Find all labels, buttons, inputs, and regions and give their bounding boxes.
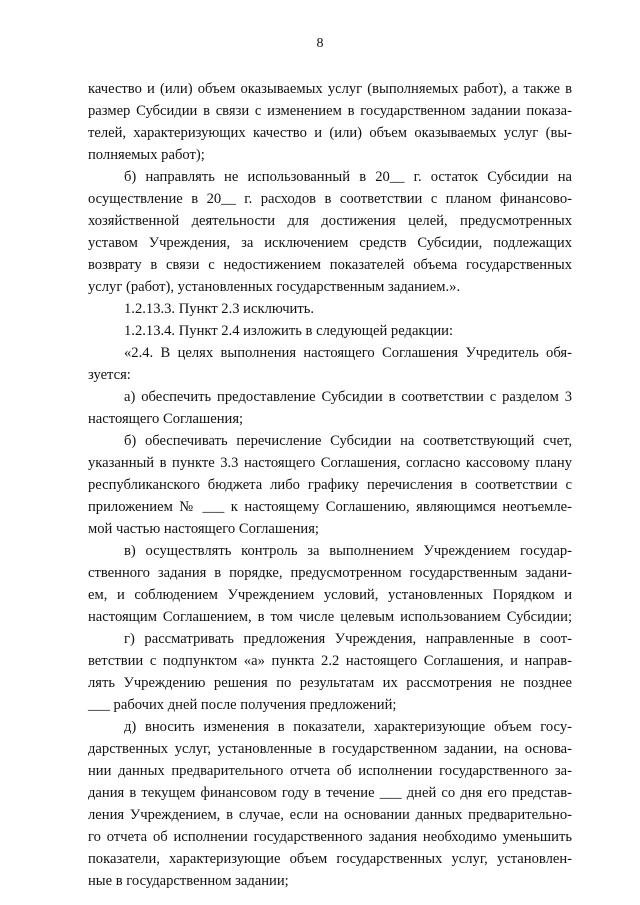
text-line: ления Учреждением, в случае, если на основании данных предварительно- [88,807,572,823]
text-line: размер Субсидии в связи с изменением в государственном задании показа- [88,103,572,119]
text-line: в) осуществлять контроль за выполнением Учреждением государ- [124,543,572,559]
text-line: 1.2.13.3. Пункт 2.3 исключить. [124,301,315,317]
text-line: ем, и соблюдением Учреждением условий, установленных Порядком и [88,587,572,603]
text-line: нии данных предварительного отчета об исполнении государственного за- [88,763,572,779]
text-line: ___ рабочих дней после получения предложений; [88,697,397,713]
text-line: г) рассматривать предложения Учреждения, направленные в соот- [124,631,572,647]
text-line: дарственных услуг, установленные в государственном задании, на основа- [88,741,572,757]
text-line: показатели, характеризующие объем государственных услуг, установлен- [88,851,572,867]
text-line: го отчета об исполнении государственного задания необходимо уменьшить [88,829,572,845]
text-line: настоящим Соглашением, в том числе целевым использованием Субсидии; [88,609,572,625]
text-line: приложением № ___ к настоящему Соглашению, являющимся неотъемле- [88,499,572,515]
text-line: д) вносить изменения в показатели, характеризующие объем госу- [124,719,572,735]
text-line: настоящего Соглашения; [88,411,244,427]
text-line: хозяйственной деятельности для достижения целей, предусмотренных [88,213,572,229]
text-line: телей, характеризующих качество и (или) объем оказываемых услуг (вы- [88,125,572,141]
text-line: «2.4. В целях выполнения настоящего Соглашения Учредитель обя- [124,345,572,361]
text-line: осуществление в 20__ г. расходов в соответствии с планом финансово- [88,191,572,207]
text-line: б) обеспечивать перечисление Субсидии на соответствующий счет, [124,433,572,449]
text-line: указанный в пункте 3.3 настоящего Соглашения, согласно кассовому плану [88,455,572,471]
text-line: б) направлять не использованный в 20__ г. остаток Субсидии на [124,169,572,185]
text-line: ственного задания в порядке, предусмотренном государственным задани- [88,565,572,581]
page-number: 8 [316,36,324,51]
text-line: дания в текущем финансовом году в течение ___ дней со дня его представ- [88,785,572,801]
text-line: 1.2.13.4. Пункт 2.4 изложить в следующей редакции: [124,323,453,339]
text-line: ветствии с подпунктом «а» пункта 2.2 настоящего Соглашения, и направ- [88,653,572,669]
text-line: зуется: [88,367,131,383]
text-line: ные в государственном задании; [88,873,289,889]
text-line: республиканского бюджета либо графику перечисления в соответствии с [88,477,572,493]
text-line: уставом Учреждения, за исключением средств Субсидии, подлежащих [88,235,572,251]
text-line: а) обеспечить предоставление Субсидии в соответствии с разделом 3 [124,389,572,405]
text-line: возврату в связи с недостижением показателей объема государственных [88,257,572,273]
text-line: полняемых работ); [88,147,205,163]
text-line: услуг (работ), установленных государственным заданием.». [88,279,461,295]
document-body [88,78,572,892]
text-line: мой частью настоящего Соглашения; [88,521,319,537]
text-line: лять Учреждению решения по результатам их рассмотрения не позднее [88,675,572,691]
text-line: качество и (или) объем оказываемых услуг (выполняемых работ), а также в [88,81,572,97]
